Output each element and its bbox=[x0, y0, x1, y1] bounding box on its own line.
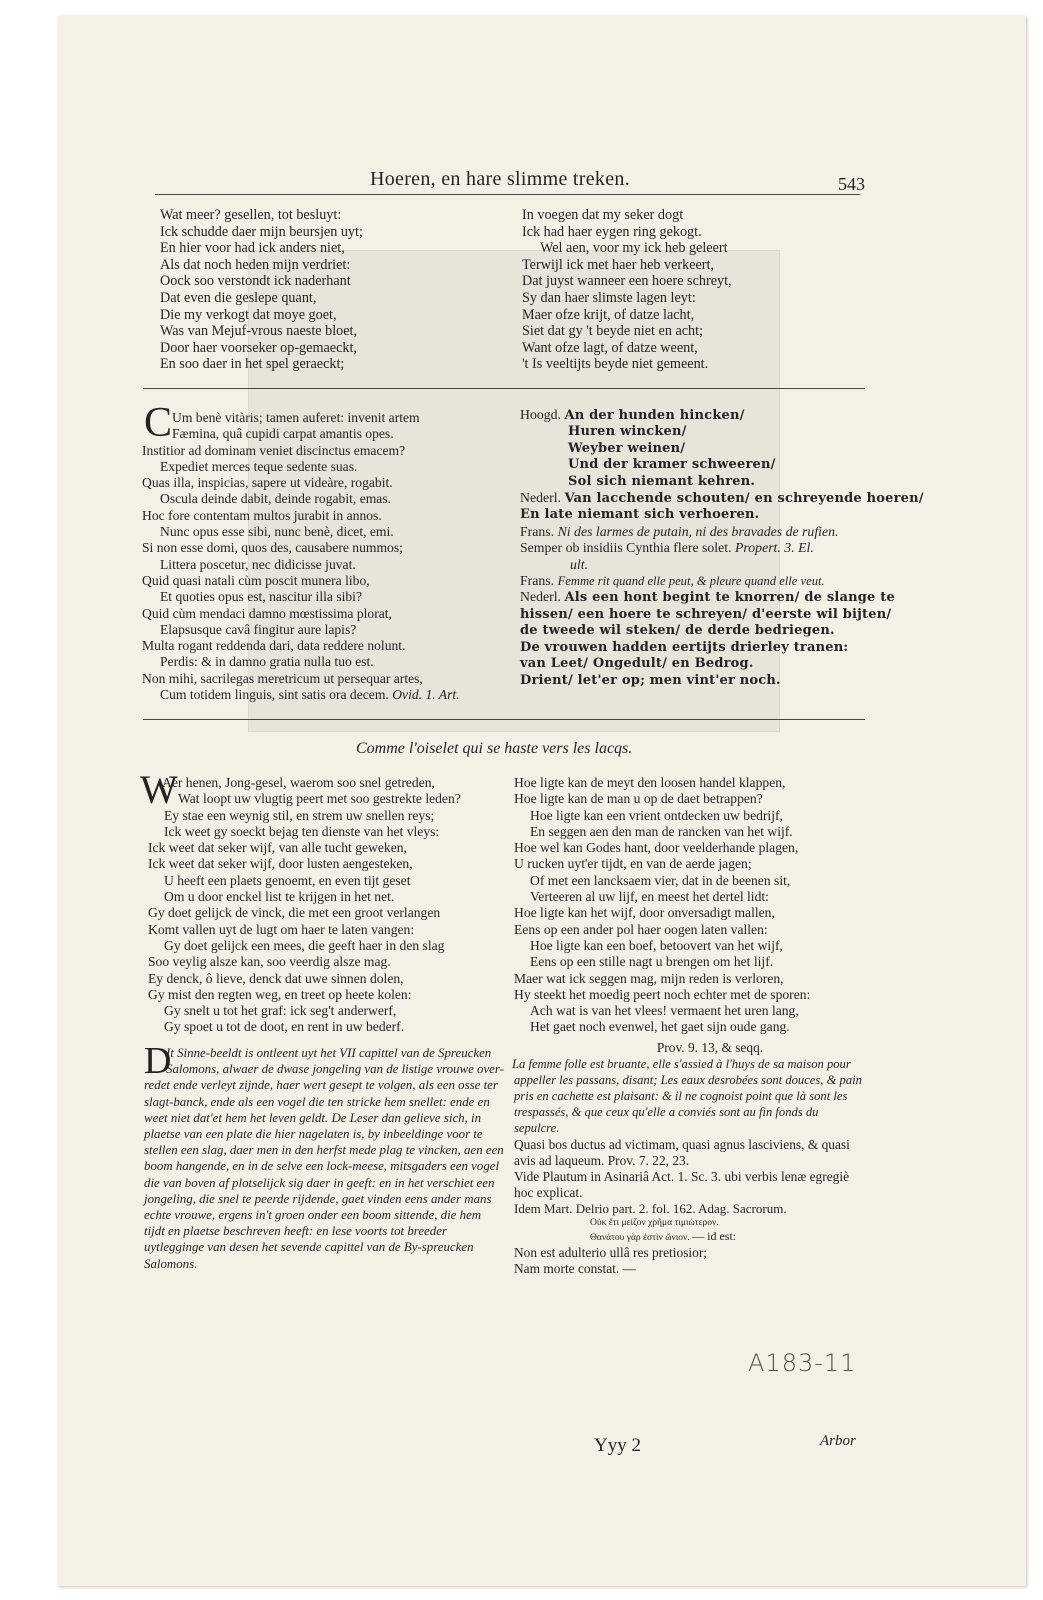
latin-line: Quid cùm mendaci damno mœstissima plorat, bbox=[142, 605, 392, 621]
poem2-line: Gy doet gelijck de vinck, die met een groot verlangen bbox=[148, 905, 441, 921]
poem1-right-line: Wel aen, voor my ick heb geleert bbox=[540, 240, 728, 257]
latin-line: Non mihi, sacrilegas meretricum ut persequar artes, bbox=[142, 670, 423, 686]
poem2-line: Hoe ligte kan een vrient ontdecken uw bedrijf, bbox=[530, 807, 783, 823]
section-rule-1 bbox=[143, 388, 865, 389]
poem2-line: Hoe ligte kan een boef, betoovert van het wijf, bbox=[530, 937, 783, 953]
hoogd-label: Hoogd. bbox=[520, 407, 562, 422]
latin-line: Um benè vitàris; tamen auferet: invenit artem bbox=[172, 410, 420, 425]
poem1-left-line: Was van Mejuf-vrous naeste bloet, bbox=[160, 323, 358, 340]
poem2-line: Verteeren al uw lijf, en meest het dertel lidt: bbox=[530, 889, 769, 905]
nederl2-line: Als een hont begint te knorren/ de slange te bbox=[564, 590, 895, 606]
prov-ref: Prov. 9. 13, & seqq. bbox=[656, 1040, 764, 1055]
frans-text: Ni des larmes de putain, ni des bravades de rufien. bbox=[557, 523, 839, 539]
poem1-right-line: Terwijl ick met haer heb verkeert, bbox=[522, 256, 715, 273]
semper-source: Propert. 3. El. bbox=[734, 540, 814, 556]
poem2-drop-cap: W bbox=[140, 767, 178, 812]
prose-text: It Sinne-beeldt is ontleent uyt het VII capittel van de Spreucken Salomons, alwaer de dwase jongeling van de listige vrouwe over-redet ende verleyt zijnde, haer wert gesept te volgen, als een osse ter slagt-banck, ende als een vogel die ten stricke hem snellet: ende en weet niet dat'et hem het leven geldt. De Leser dan gelieve sich, in plaetse van een plate die hier nagelaten is, by inbeeldinge voor te stellen een slag, daer men in den herfst mede plag te vincken, aen een boom hangende, en in de selve een lock-meese, mitsgaders een vogel die van boven af plotselijck sig daer in geeft: en in het verschiet een jongeling, die snel te peerde rijdende, gaet vinden eens ander mans echte vrouwe, ergens in't groen onder een boom sittende, die hem tijdt en plaetse beschreven heeft: en lese voorts tot breeder uytlegginge van desen het sevende capittel van de By-spreucken Salomons. bbox=[144, 1046, 504, 1271]
prose-drop-cap: D bbox=[144, 1040, 172, 1082]
poem2-line: Soo veylig alsze kan, soo veerdig alsze mag. bbox=[148, 954, 391, 970]
poem1-right-line: Dat juyst wanneer een hoere schreyt, bbox=[522, 273, 732, 290]
latin-line bbox=[142, 687, 460, 703]
poem2-line: Maer wat ick seggen mag, mijn reden is verloren, bbox=[514, 970, 784, 986]
proverbs-column bbox=[520, 407, 924, 689]
hoogd-line: Sol sich niemant kehren. bbox=[568, 473, 756, 489]
page-number: 543 bbox=[838, 174, 865, 194]
poem2-line: Eens op een stille nagt u brengen om het lijf. bbox=[530, 954, 774, 970]
poem2-line: Het gaet noch evenwel, het gaet sijn oude gang. bbox=[530, 1019, 790, 1035]
poem2-left-column bbox=[148, 775, 461, 1036]
semper-text: Semper ob insidiis Cynthia flere solet. bbox=[520, 540, 732, 556]
prose-paragraph bbox=[144, 1040, 504, 1272]
latin-line: Hoc fore contentam multos jurabit in annos. bbox=[142, 507, 382, 523]
latin-line: Quid quasi natali cùm poscit munera libo, bbox=[142, 572, 370, 588]
poem2-line: Gy doet gelijck een mees, die geeft haer in den slag bbox=[164, 937, 445, 953]
nederl2-line: van Leet/ Ongedult/ en Bedrog. bbox=[520, 656, 754, 672]
latin-line: Fæmina, quâ cupidi carpat amantis opes. bbox=[172, 426, 394, 442]
poem1-right-line: In voegen dat my seker dogt bbox=[522, 207, 684, 223]
greek-line-2-suffix: — id est: bbox=[692, 1229, 737, 1244]
latin-quote-2a: Non est adulterio ullâ res pretiosior; bbox=[514, 1245, 708, 1261]
latin-quote-1-ref: Prov. 7. 22, 23. bbox=[607, 1152, 690, 1168]
nederl2-line: De vrouwen hadden eertijts drierley tranen: bbox=[520, 639, 849, 655]
poem2-line: Eens op een ander pol haer oogen laten vallen: bbox=[514, 921, 768, 937]
poem2-line: Ick weet dat seker wijf, van alle tucht geweken, bbox=[148, 840, 407, 856]
running-title: Hoeren, en hare slimme treken. bbox=[370, 168, 631, 190]
poem2-line: Ey denck, ô lieve, denck dat uwe sinnen dolen, bbox=[148, 970, 404, 986]
greek-line-1: Οὐκ ἔτι μείζον χρῆμα τιμιώτερον. bbox=[590, 1218, 719, 1229]
poem2-right-column bbox=[514, 775, 810, 1036]
signature-mark: Yyy 2 bbox=[594, 1435, 641, 1456]
latin-line: Nunc opus esse sibi, nunc benè, dicet, emi. bbox=[160, 524, 394, 540]
latin-drop-cap: C bbox=[144, 400, 173, 446]
poem2-line: Om u door enckel list te krijgen in het net. bbox=[164, 889, 395, 905]
hoogd-line: Und der kramer schweeren/ bbox=[568, 457, 776, 473]
poem1-left-line: Die my verkogt dat moye goet, bbox=[160, 306, 337, 323]
latin-line: Littera poscetur, nec didicisse juvat. bbox=[160, 556, 356, 572]
nederl2-line: hissen/ een hoere te schreyen/ d'eerste wil bijten/ bbox=[520, 606, 892, 622]
poem1-right-column bbox=[522, 207, 732, 373]
frans-label: Frans. bbox=[520, 523, 555, 539]
poem2-line: Of met een lancksaem vier, dat in de beenen sit, bbox=[530, 872, 791, 888]
nederl-line: En late niemant sich verhoeren. bbox=[520, 507, 760, 523]
poem2-line: Ick weet dat seker wijf, door lusten aengesteken, bbox=[148, 856, 413, 872]
poem1-right-line: Want ofze lagt, of datze weent, bbox=[522, 339, 698, 356]
greek-line-2-text: Θανάτου γὰρ ἐστὶν ὤνιον. bbox=[590, 1233, 690, 1244]
poem2-line: Wat loopt uw vlugtig peert met soo gestrekte leden? bbox=[178, 791, 461, 807]
poem1-right-line: 't Is veeltijts beyde niet gemeent. bbox=[522, 356, 709, 373]
poem2-line: Gy spoet u tot de doot, en rent in uw bederf. bbox=[164, 1019, 405, 1035]
latin-line: Quas illa, inspicias, sapere ut videàre, rogabit. bbox=[142, 475, 393, 491]
vide-ref: Vide Plautum in Asinariâ Act. 1. Sc. 3. ubi verbis lenæ egregiè hoc explicat. bbox=[514, 1168, 850, 1200]
pencil-inventory-note: A183-11 bbox=[748, 1349, 857, 1377]
catchword: Arbor bbox=[820, 1433, 856, 1449]
latin-line: Si non esse domi, quos des, causabere nummos; bbox=[142, 540, 403, 556]
nederl-label: Nederl. bbox=[520, 490, 561, 506]
latin-quote-2b: Nam morte constat. — bbox=[514, 1261, 636, 1277]
latin-line: Institior ad dominam veniet discinctus emacem? bbox=[142, 442, 406, 458]
poem2-line: Ick weet gy soeckt bejag ten dienste van het vleys: bbox=[164, 823, 440, 839]
hoogd-line: Huren wincken/ bbox=[568, 424, 687, 440]
latin-source: Ovid. 1. Art. bbox=[392, 687, 460, 703]
greek-line-2 bbox=[514, 1230, 866, 1245]
emblem-title: Comme l'oiselet qui se haste vers les lacqs. bbox=[356, 740, 633, 757]
poem1-right-line: Sy dan haer slimste lagen leyt: bbox=[522, 289, 696, 306]
poem1-left-line: En soo daer in het spel geraeckt; bbox=[160, 356, 345, 373]
latin-line: Elapsusque cavâ fingitur aure lapis? bbox=[160, 621, 357, 637]
poem2-line: En seggen aen den man de rancken van het wijf. bbox=[530, 823, 793, 839]
latin-last-line: Cum totidem linguis, sint satis ora decem. bbox=[160, 687, 389, 703]
poem1-left-column bbox=[160, 207, 363, 373]
poem2-line: Hoe ligte kan het wijf, door onversadigt mallen, bbox=[514, 905, 775, 921]
nederl2-line: Drient/ let'er op; men vint'er noch. bbox=[520, 672, 781, 688]
poem1-right-line: Ick had haer eygen ring gekogt. bbox=[522, 223, 702, 240]
latin-column bbox=[142, 410, 460, 703]
latin-line: Multa rogant reddenda dari, data reddere nolunt. bbox=[142, 638, 406, 654]
poem1-left-line: En hier voor had ick anders niet, bbox=[160, 240, 345, 257]
poem2-line: Hoe ligte kan de meyt den loosen handel klappen, bbox=[514, 775, 786, 790]
frans2-text: Femme rit quand elle peut, & pleure quand elle veut. bbox=[557, 574, 825, 589]
latin-line: Oscula deinde dabit, deinde rogabit, emas. bbox=[160, 491, 392, 507]
hoogd-line: Weyber weinen/ bbox=[568, 440, 686, 456]
poem2-line: U heeft een plaets genoemt, en even tijt geset bbox=[164, 872, 411, 888]
nederl2-line: de tweede wil steken/ de derde bedriegen. bbox=[520, 623, 835, 639]
latin-quote-1 bbox=[514, 1137, 866, 1169]
poem2-line: Gy mist den regten weg, en treet op heete kolen: bbox=[148, 986, 412, 1002]
poem1-left-line: Als dat noch heden mijn verdriet: bbox=[160, 256, 351, 273]
poem2-line: Ach wat is van het vlees! vermaent het uren lang, bbox=[530, 1003, 799, 1019]
header-rule bbox=[155, 194, 860, 195]
poem1-left-line: Oock soo verstondt ick naderhant bbox=[160, 273, 351, 290]
idem-ref: Idem Mart. Delrio part. 2. fol. 162. Adag. Sacrorum. bbox=[514, 1200, 787, 1216]
french-ref: La femme folle est bruante, elle s'assied à l'huys de sa maison pour appeller les passans, disant; Les eaux desrobées sont douces, & pain pris en cachette est plaisant: & il ne cognoist point que là sont les trespassés, & que ceux qu'elle a conviés sont au fin fonds du sepulcre. bbox=[512, 1057, 862, 1136]
poem2-line: Aer henen, Jong-gesel, waerom soo snel getreden, bbox=[162, 775, 435, 790]
latin-line: Perdis: & in damno gratia nulla tuo est. bbox=[160, 654, 374, 670]
poem1-right-line: Maer ofze krijt, of datze lacht, bbox=[522, 306, 695, 323]
nederl-line: Van lacchende schouten/ en schreyende hoeren/ bbox=[564, 491, 924, 507]
poem1-left-line: Door haer voorseker op-gemaeckt, bbox=[160, 339, 357, 356]
references-column bbox=[514, 1040, 866, 1277]
poem1-left-line: Wat meer? gesellen, tot besluyt: bbox=[160, 207, 342, 223]
poem2-line: Hoe ligte kan de man u op de daet betrappen? bbox=[514, 791, 763, 807]
poem2-line: Hoe wel kan Godes hant, door veelderhande plagen, bbox=[514, 840, 799, 856]
section-rule-2 bbox=[143, 719, 865, 720]
poem2-line: Hy steekt het moedig peert noch echter met de sporen: bbox=[514, 986, 811, 1002]
poem2-line: Komt vallen uyt de lugt om haer te laten vangen: bbox=[148, 921, 415, 937]
latin-quote-1-text: Quasi bos ductus ad victimam, quasi agnus lasciviens, & quasi avis ad laqueum. bbox=[514, 1136, 850, 1168]
frans2-label: Frans. bbox=[520, 573, 555, 589]
poem2-line: Gy snelt u tot het graf: ick seg't anderwerf, bbox=[164, 1003, 397, 1019]
poem1-right-line: Siet dat gy 't beyde niet en acht; bbox=[522, 323, 704, 340]
nederl2-label: Nederl. bbox=[520, 589, 561, 605]
hoogd-line: An der hunden hincken/ bbox=[564, 408, 745, 423]
semper-source-cont: ult. bbox=[570, 556, 589, 572]
latin-line: Et quoties opus est, nascitur illa sibi? bbox=[160, 589, 362, 605]
latin-line: Expediet merces teque sedente suas. bbox=[160, 458, 358, 474]
poem1-left-line: Ick schudde daer mijn beursjen uyt; bbox=[160, 223, 363, 240]
poem2-line: U rucken uyt'er tijdt, en van de aerde jagen; bbox=[514, 856, 752, 872]
poem1-left-line: Dat even die geslepe quant, bbox=[160, 289, 317, 306]
poem2-line: Ey stae een weynig stil, en strem uw snellen reys; bbox=[164, 807, 435, 823]
